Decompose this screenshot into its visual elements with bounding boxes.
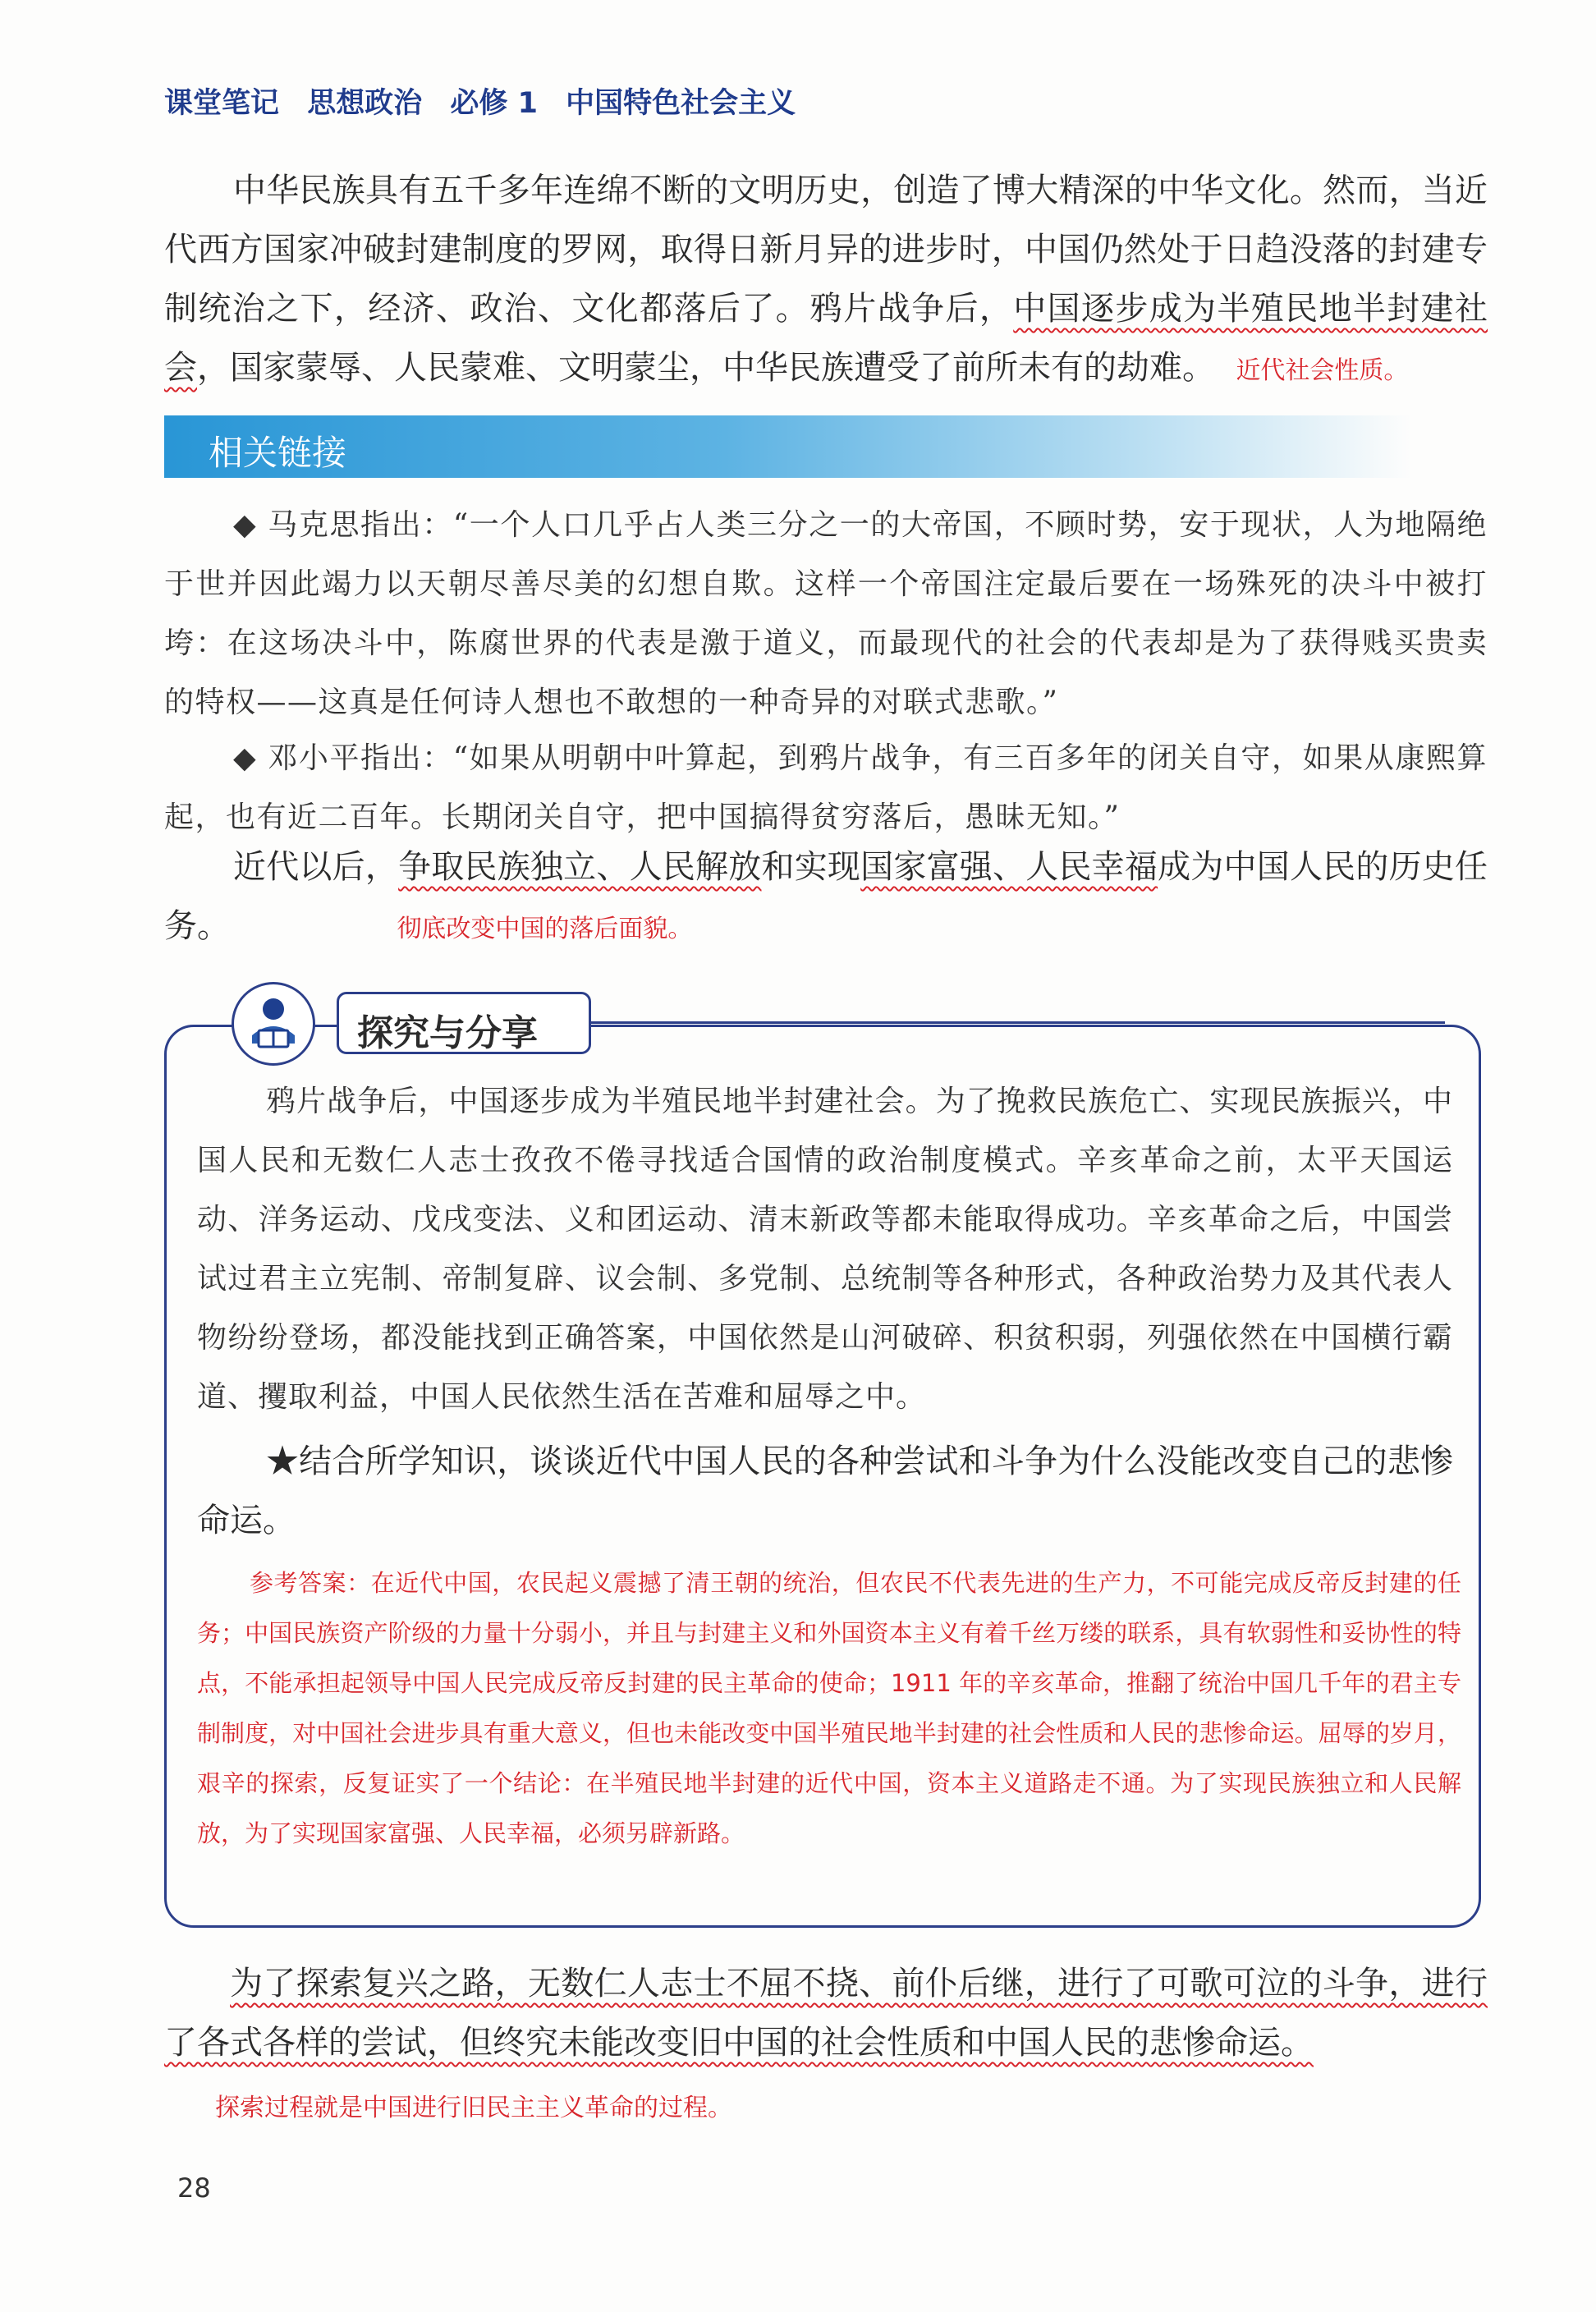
task-underlined-2: 国家富强、人民幸福 <box>860 848 1158 886</box>
header-volume: 必修 1 <box>450 87 538 120</box>
inquiry-body: 鸦片战争后，中国逐步成为半殖民地半封建社会。为了挽救民族危亡、实现民族振兴，中国人民和无数仁人志士孜孜不倦寻找适合国情的政治制度模式。辛亥革命之前，太平天国运动、洋务运动、戊戌变法、义和团运动、清末新政等都未能取得成功。辛亥革命之后，中国尝试过君主立宪制、帝制复辟、议会制、多党制、总统制等各种形式，各种政治势力及其代表人物纷纷登场，都没能找到正确答案，中国依然是山河破碎、积贫积弱，列强依然在中国横行霸道、攫取利益，中国人民依然生活在苦难和屈辱之中。 <box>197 1085 1453 1414</box>
reference-answer: 参考答案：在近代中国，农民起义震撼了清王朝的统治，但农民不代表先进的生产力，不可能完成反帝反封建的任务；中国民族资产阶级的力量十分弱小，并且与封建主义和外国资本主义有着千丝万缕的联系，具有软弱性和妥协性的特点，不能承担起领导中国人民完成反帝反封建的民主革命的使命；1911 年的辛亥革命，推翻了统治中国几千年的君主专制制度，对中国社会进步具有重大意义，但也未能改变中国半殖民地半封建的社会性质和人民的悲惨命运。屈辱的岁月，艰辛的探索，反复证实了一个结论：在半殖民地半封建的近代中国，资本主义道路走不通。为了实现民族独立和人民解放，为了实现国家富强、人民幸福，必须另辟新路。 <box>197 1569 1461 1847</box>
running-header <box>164 80 814 122</box>
deng-quote: ◆ 邓小平指出：“如果从明朝中叶算起，到鸦片战争，有三百多年的闭关自守，如果从康熙算起，也有近二百年。长期闭关自守，把中国搞得贫穷落后，愚昧无知。” <box>164 741 1488 834</box>
reader-icon <box>232 982 315 1066</box>
header-subject: 思想政治 <box>307 87 423 120</box>
intro-paragraph <box>164 161 1488 401</box>
header-series: 课堂笔记 <box>164 87 280 120</box>
inquiry-divider <box>591 1021 1445 1024</box>
related-links-banner <box>164 415 1412 478</box>
inquiry-question: ★结合所学知识，谈谈近代中国人民的各种尝试和斗争为什么没能改变自己的悲惨命运。 <box>197 1443 1453 1539</box>
annotation-note-3: 探索过程就是中国进行旧民主主义革命的过程。 <box>215 2094 732 2122</box>
annotation-note-1: 近代社会性质。 <box>1236 356 1409 385</box>
page-number: 28 <box>177 2172 211 2204</box>
task-text-b: 和实现 <box>761 848 861 886</box>
inquiry-tab <box>337 992 591 1054</box>
annotation-note-2: 彻底改变中国的落后面貌。 <box>397 915 693 943</box>
related-links-title: 相关链接 <box>209 433 347 473</box>
marx-quote: ◆ 马克思指出：“一个人口几乎占人类三分之一的大帝国，不顾时势，安于现状，人为地隔绝于世并因此竭力以天朝尽善尽美的幻想自欺。这样一个帝国注定最后要在一场殊死的决斗中被打垮：在这场决斗中，陈腐世界的代表是激于道义，而最现代的社会的代表却是为了获得贱买贵卖的特权——这真是任何诗人想也不敢想的一种奇异的对联式悲歌。” <box>164 508 1488 719</box>
struggle-paragraph <box>164 1954 1488 2072</box>
struggle-underlined: 为了探索复兴之路，无数仁人志士不屈不挠、前仆后继，进行了可歌可泣的斗争，进行了各式各样的尝试，但终究未能改变旧中国的社会性质和中国人民的悲惨命运。 <box>164 1965 1488 2062</box>
task-text-a: 近代以后， <box>233 848 399 886</box>
intro-text-b: ，国家蒙辱、人民蒙难、文明蒙尘，中华民族遭受了前所未有的劫难。 <box>197 349 1215 387</box>
header-topic: 中国特色社会主义 <box>566 87 796 120</box>
inquiry-title: 探究与分享 <box>357 1012 538 1054</box>
intro-text-a: 中华民族具有五千多年连绵不断的文明历史，创造了博大精深的中华文化。然而，当近代西方国家冲破封建制度的罗网，取得日新月异的进步时，中国仍然处于日趋没落的封建专制统治之下，经济、政治、文化都落后了。鸦片战争后， <box>164 172 1488 328</box>
task-underlined-1: 争取民族独立、人民解放 <box>398 848 762 886</box>
intro-underlined: 中国逐步成为半殖民地半封建社会 <box>164 290 1488 387</box>
history-task-paragraph <box>164 837 1488 959</box>
task-text-c: 成为中国人民的历史任务。 <box>164 848 1488 945</box>
